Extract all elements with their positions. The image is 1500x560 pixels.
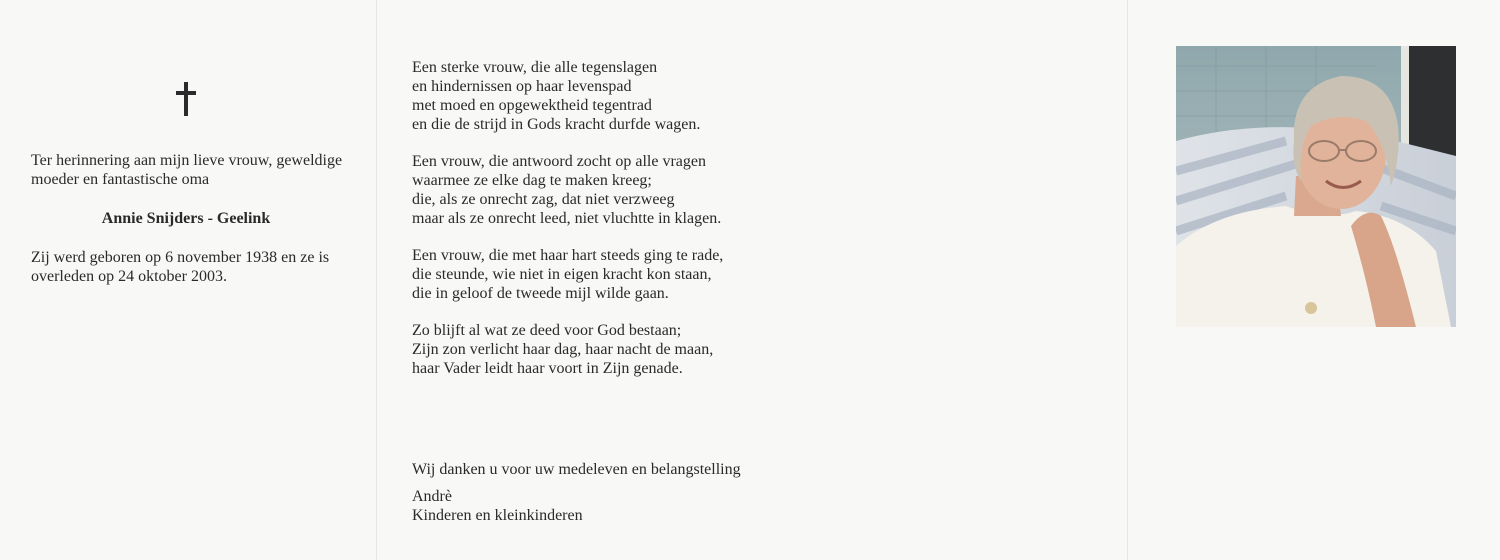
signer-name: Andrè: [412, 488, 452, 505]
poem-line: Een vrouw, die antwoord zocht op alle vragen: [412, 153, 706, 170]
poem-line: Zijn zon verlicht haar dag, haar nacht de maan,: [412, 341, 714, 358]
thanks-text: Wij danken u voor uw medeleven en belangstelling: [412, 461, 741, 478]
poem-line: en hindernissen op haar levenspad: [412, 78, 632, 95]
poem-stanza: [412, 321, 752, 378]
poem-line: maar als ze onrecht leed, niet vluchtte in klagen.: [412, 210, 722, 227]
poem: [412, 58, 752, 396]
fold-line-right: [1127, 0, 1128, 560]
poem-stanza: [412, 246, 752, 303]
poem-line: die in geloof de tweede mijl wilde gaan.: [412, 285, 669, 302]
dates-line: overleden op 24 oktober 2003.: [31, 268, 227, 285]
poem-line: en die de strijd in Gods kracht durfde wagen.: [412, 116, 701, 133]
remembrance-intro: [31, 151, 351, 189]
poem-line: die steunde, wie niet in eigen kracht kon staan,: [412, 266, 712, 283]
poem-line: die, als ze onrecht zag, dat niet verzweeg: [412, 191, 675, 208]
poem-line: waarmee ze elke dag te maken kreeg;: [412, 172, 652, 189]
life-dates: [31, 248, 343, 286]
cross-icon: [172, 80, 200, 120]
poem-line: Een vrouw, die met haar hart steeds ging te rade,: [412, 247, 724, 264]
poem-line: Zo blijft al wat ze deed voor God bestaan;: [412, 322, 682, 339]
poem-stanza: [412, 152, 752, 228]
poem-line: Een sterke vrouw, die alle tegenslagen: [412, 59, 658, 76]
deceased-name: Annie Snijders - Geelink: [101, 210, 271, 227]
signoff: [412, 487, 583, 525]
portrait-photo: [1176, 46, 1456, 327]
poem-line: haar Vader leidt haar voort in Zijn genade.: [412, 360, 683, 377]
intro-line: Ter herinnering aan mijn lieve vrouw, geweldige: [31, 152, 343, 169]
intro-line: moeder en fantastische oma: [31, 171, 210, 188]
poem-line: met moed en opgewektheid tegentrad: [412, 97, 652, 114]
dates-line: Zij werd geboren op 6 november 1938 en ze is: [31, 249, 330, 266]
fold-line-left: [376, 0, 377, 560]
poem-stanza: [412, 58, 752, 134]
family-line: Kinderen en kleinkinderen: [412, 507, 583, 524]
